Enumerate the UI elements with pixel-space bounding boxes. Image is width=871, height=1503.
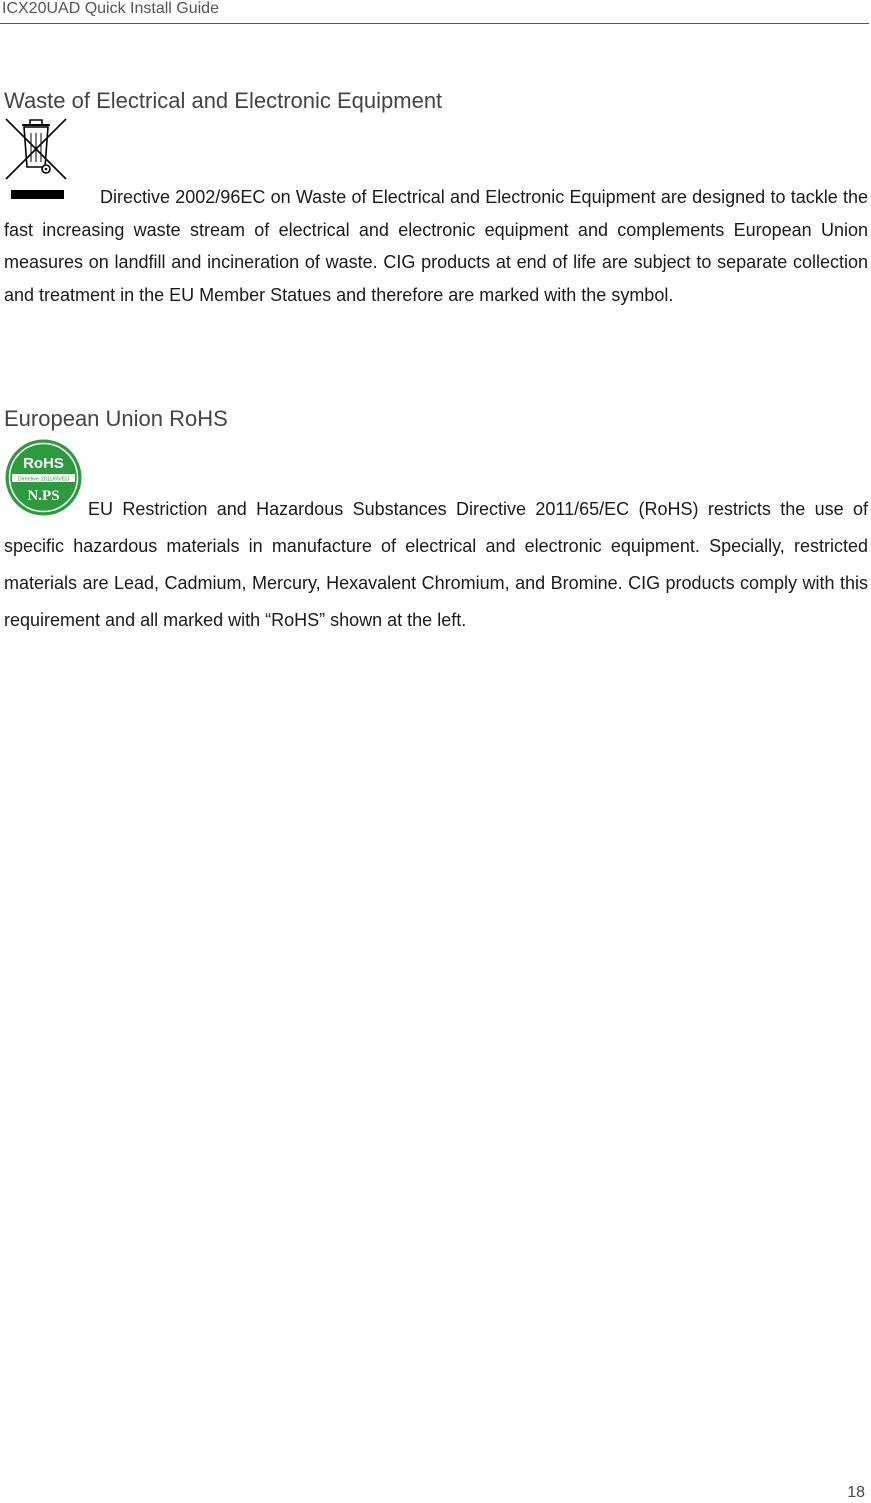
rohs-logo-text: RoHS [23,455,64,472]
rohs-paragraph: EU Restriction and Hazardous Substances Directive 2011/65/EC (RoHS) restricts the use of specific hazardous materials in manufacture of electrical and electronic equipment. Specially, restricted materials are Lead, Cadmium, Mercury, Hexavalent Chromium, and Bromine. CIG products comply with this requirement and all marked with “RoHS” shown at the left. [4,499,868,630]
weee-heading: Waste of Electrical and Electronic Equipment [4,88,443,113]
page-header [0,0,869,24]
rohs-logo-subtext: Directive 2011/65/EU [17,476,70,483]
weee-paragraph: Directive 2002/96EC on Waste of Electrical and Electronic Equipment are designed to tackle the fast increasing waste stream of electrical and electronic equipment and complements European Union measures on landfill and incineration of waste. CIG products at end of life are subject to separate collection and treatment in the EU Member Statues and therefore are marked with the symbol. [4,187,868,305]
document-title: ICX20UAD Quick Install Guide [2,0,219,17]
page-number: 18 [847,1484,865,1501]
rohs-logo-brand: N.PS [27,488,60,504]
rohs-heading: European Union RoHS [4,406,228,431]
